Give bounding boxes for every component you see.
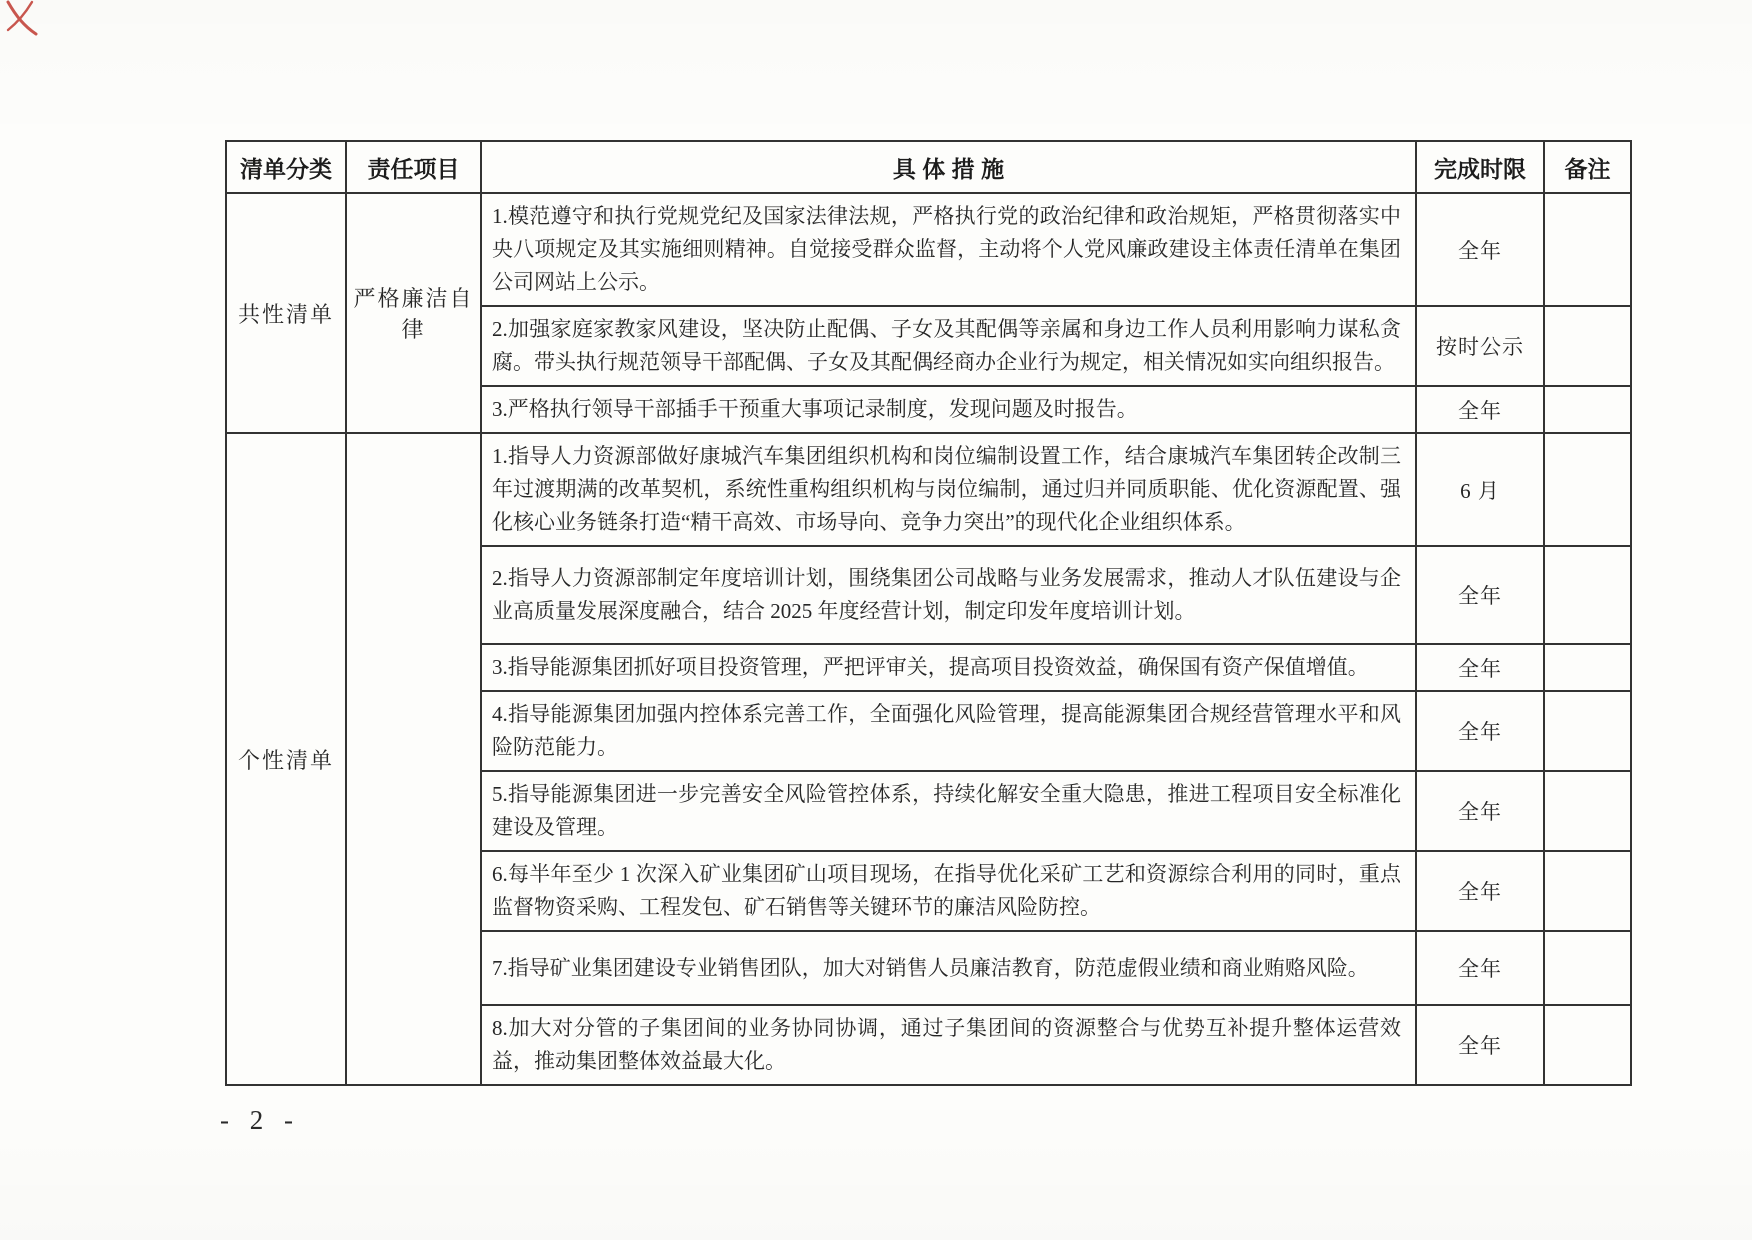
- category-cell-common: 共性清单: [226, 193, 346, 433]
- deadline-cell: 全年: [1416, 771, 1544, 851]
- measure-cell: 7.指导矿业集团建设专业销售团队，加大对销售人员廉洁教育，防范虚假业绩和商业贿赂风险。: [481, 931, 1416, 1005]
- note-cell: [1544, 386, 1631, 433]
- responsibility-list-table: [225, 140, 1632, 1086]
- deadline-cell: 全年: [1416, 691, 1544, 771]
- measure-cell: 5.指导能源集团进一步完善安全风险管控体系，持续化解安全重大隐患，推进工程项目安全标准化建设及管理。: [481, 771, 1416, 851]
- header-deadline: 完成时限: [1416, 141, 1544, 193]
- note-cell: [1544, 433, 1631, 546]
- deadline-cell: 6 月: [1416, 433, 1544, 546]
- deadline-cell: 按时公示: [1416, 306, 1544, 386]
- note-cell: [1544, 851, 1631, 931]
- deadline-cell: 全年: [1416, 386, 1544, 433]
- table-row: [226, 193, 1631, 306]
- header-category: 清单分类: [226, 141, 346, 193]
- category-cell-individual: 个性清单: [226, 433, 346, 1085]
- note-cell: [1544, 644, 1631, 691]
- project-cell-individual: [346, 433, 481, 1085]
- table-row: [226, 433, 1631, 546]
- note-cell: [1544, 193, 1631, 306]
- note-cell: [1544, 771, 1631, 851]
- note-cell: [1544, 1005, 1631, 1085]
- note-cell: [1544, 691, 1631, 771]
- measure-cell: 3.严格执行领导干部插手干预重大事项记录制度，发现问题及时报告。: [481, 386, 1416, 433]
- measure-cell: 1.模范遵守和执行党规党纪及国家法律法规，严格执行党的政治纪律和政治规矩，严格贯彻落实中央八项规定及其实施细则精神。自觉接受群众监督，主动将个人党风廉政建设主体责任清单在集团公司网站上公示。: [481, 193, 1416, 306]
- note-cell: [1544, 546, 1631, 644]
- measure-cell: 1.指导人力资源部做好康城汽车集团组织机构和岗位编制设置工作，结合康城汽车集团转企改制三年过渡期满的改革契机，系统性重构组织机构与岗位编制，通过归并同质职能、优化资源配置、强化核心业务链条打造“精干高效、市场导向、竞争力突出”的现代化企业组织体系。: [481, 433, 1416, 546]
- measure-cell: 8.加大对分管的子集团间的业务协同协调，通过子集团间的资源整合与优势互补提升整体运营效益，推动集团整体效益最大化。: [481, 1005, 1416, 1085]
- deadline-cell: 全年: [1416, 546, 1544, 644]
- measure-cell: 3.指导能源集团抓好项目投资管理，严把评审关，提高项目投资效益，确保国有资产保值增值。: [481, 644, 1416, 691]
- deadline-cell: 全年: [1416, 193, 1544, 306]
- measure-cell: 2.指导人力资源部制定年度培训计划，围绕集团公司战略与业务发展需求，推动人才队伍建设与企业高质量发展深度融合，结合 2025 年度经营计划，制定印发年度培训计划。: [481, 546, 1416, 644]
- header-project: 责任项目: [346, 141, 481, 193]
- note-cell: [1544, 306, 1631, 386]
- page-number: - 2 -: [220, 1105, 300, 1135]
- measure-cell: 2.加强家庭家教家风建设，坚决防止配偶、子女及其配偶等亲属和身边工作人员利用影响力谋私贪腐。带头执行规范领导干部配偶、子女及其配偶经商办企业行为规定，相关情况如实向组织报告。: [481, 306, 1416, 386]
- header-note: 备注: [1544, 141, 1631, 193]
- measure-cell: 6.每半年至少 1 次深入矿业集团矿山项目现场，在指导优化采矿工艺和资源综合利用的同时，重点监督物资采购、工程发包、矿石销售等关键环节的廉洁风险防控。: [481, 851, 1416, 931]
- header-measures: 具 体 措 施: [481, 141, 1416, 193]
- deadline-cell: 全年: [1416, 851, 1544, 931]
- stamp-fragment-mark: [2, 0, 72, 52]
- deadline-cell: 全年: [1416, 1005, 1544, 1085]
- table-header-row: [226, 141, 1631, 193]
- measure-cell: 4.指导能源集团加强内控体系完善工作，全面强化风险管理，提高能源集团合规经营管理水平和风险防范能力。: [481, 691, 1416, 771]
- deadline-cell: 全年: [1416, 644, 1544, 691]
- note-cell: [1544, 931, 1631, 1005]
- project-cell-common: 严格廉洁自律: [346, 193, 481, 433]
- deadline-cell: 全年: [1416, 931, 1544, 1005]
